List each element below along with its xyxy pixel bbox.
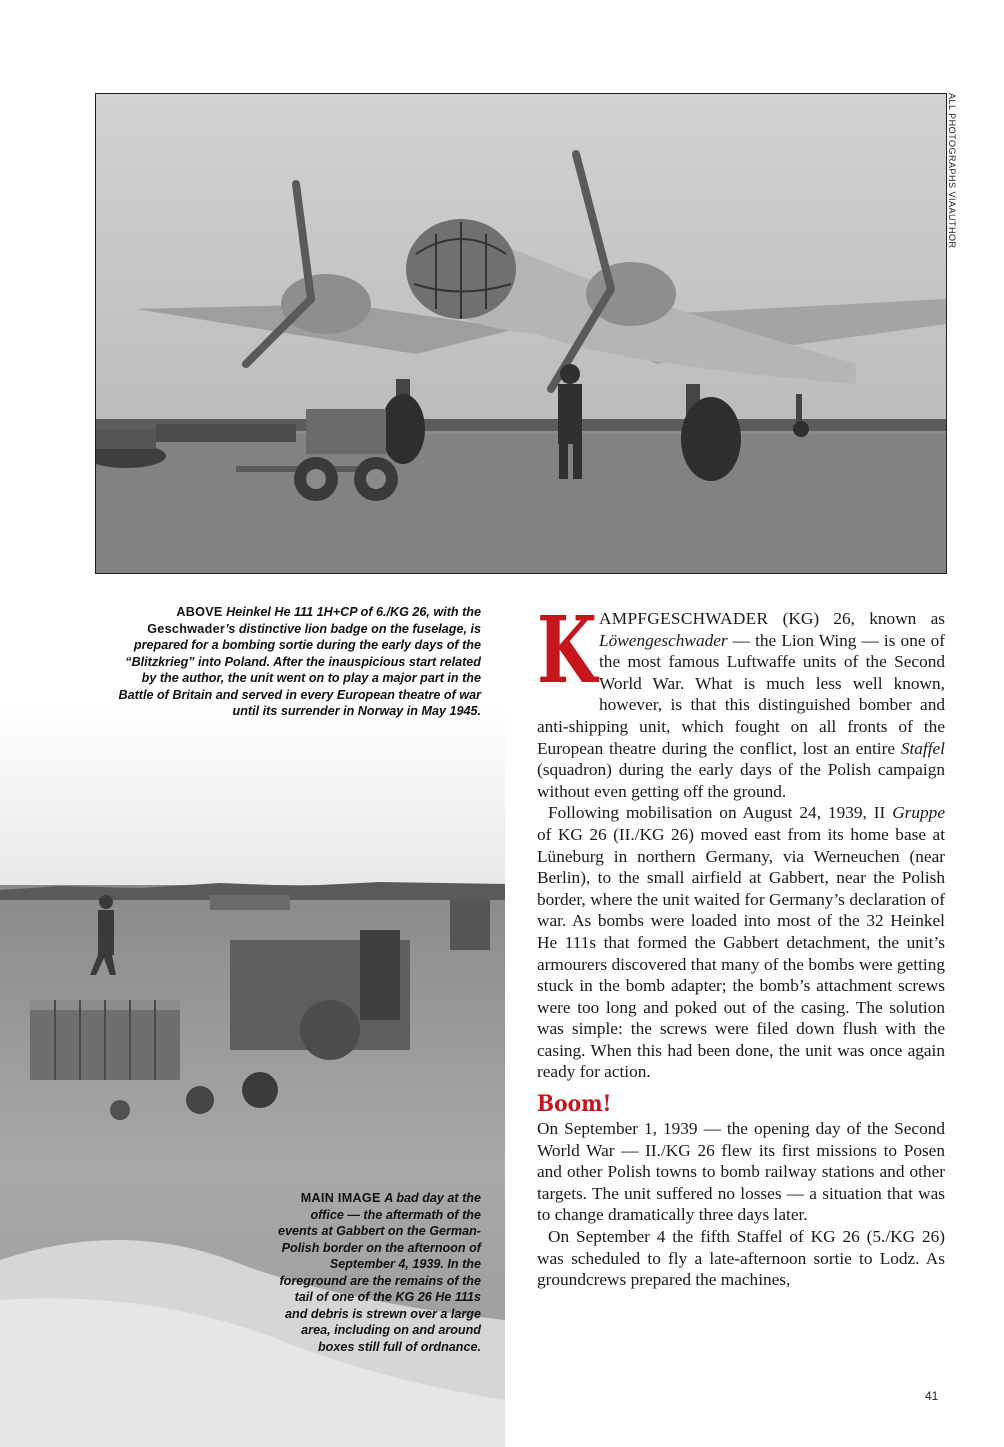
p2-text-b: of KG 26 (II./KG 26) moved east from its home base at Lüneburg in northern Germany, via Werneuchen (near Berlin), to the small airfield at Gabbert, near the Polish border, where the unit waited for Germany’s declaration of war. As bombs were loaded into most of the 32 Heinkel He 111s that formed the Gabbert detachment, the unit’s armourers discovered that many of the bombs were getting stuck in the bomb adapter; the bomb’s attachment screws were too long and poked out of the casing. The solution was simple: the screws were filed down flush with the casing. When this had been done, the unit was once again ready for action.	[537, 824, 945, 1082]
p1-smallcaps: AMPFGESCHWADER	[599, 609, 769, 628]
section-heading: Boom!	[537, 1091, 612, 1118]
p1-text-a: (KG) 26, known as	[768, 609, 945, 628]
caption-above-text-post: ’s distinctive lion badge on the fuselage, is prepared for a bombing sortie during the early days of the “Blitzkrieg” into Poland. After the inauspicious start related by the author, the unit went on to play a major part in the Battle of Britain and served in every European theatre of war until its surrender in Norway in May 1945.	[118, 621, 481, 718]
page-number: 41	[925, 1389, 939, 1403]
p2-italic-1: Gruppe	[892, 803, 945, 823]
caption-above-text-pre: Heinkel He 111 1H+CP of 6./KG 26, with the	[226, 605, 481, 619]
p1-italic-1: Löwengeschwader	[599, 630, 728, 650]
article-paragraph-3: On September 1, 1939 — the opening day of the Second World War — II./KG 26 flew its first missions to Posen and other Polish towns to bomb railway stations and other targets. The unit suffered no losses — a situation that was to change dramatically three days later.	[537, 1119, 945, 1225]
p1-text-c: (squadron) during the early days of the Polish campaign without even getting off the ground.	[537, 760, 945, 801]
caption-main-image	[270, 1190, 481, 1355]
heinkel-he111-photo	[95, 93, 947, 574]
caption-above	[110, 604, 481, 720]
article-paragraph-2	[537, 802, 945, 1083]
article-body	[537, 596, 945, 1291]
caption-above-lead: ABOVE	[176, 605, 223, 619]
drop-cap: K	[537, 596, 597, 704]
caption-main-lead: MAIN IMAGE	[300, 1191, 381, 1205]
photo-credit: ALL PHOTOGRAPHS VIAAUTHOR	[947, 93, 957, 249]
article-paragraph-4: On September 4 the fifth Staffel of KG 26 (5./KG 26) was scheduled to fly a late-afternoon sortie to Lodz. As groundcrews prepared the machines,	[537, 1227, 945, 1290]
p2-text-a: Following mobilisation on August 24, 1939, II	[548, 803, 893, 823]
caption-above-term: Geschwader	[147, 621, 226, 636]
caption-main-text: A bad day at the office — the aftermath of the events at Gabbert on the German-Polish border on the afternoon of September 4, 1939. In the foreground are the remains of the tail of one of the KG 26 He 111s and debris is strewn over a large area, including on and around boxes still full of ordnance.	[278, 1191, 481, 1354]
p1-italic-2: Staffel	[900, 738, 945, 758]
article-paragraph-1	[537, 596, 945, 802]
p1-text-b: — the Lion Wing — is one of the most famous Luftwaffe units of the Second World War. What is much less well known, however, is that this distinguished bomber and anti-shipping unit, which fought on all fronts of the European theatre during the conflict, lost an entire	[537, 630, 945, 758]
